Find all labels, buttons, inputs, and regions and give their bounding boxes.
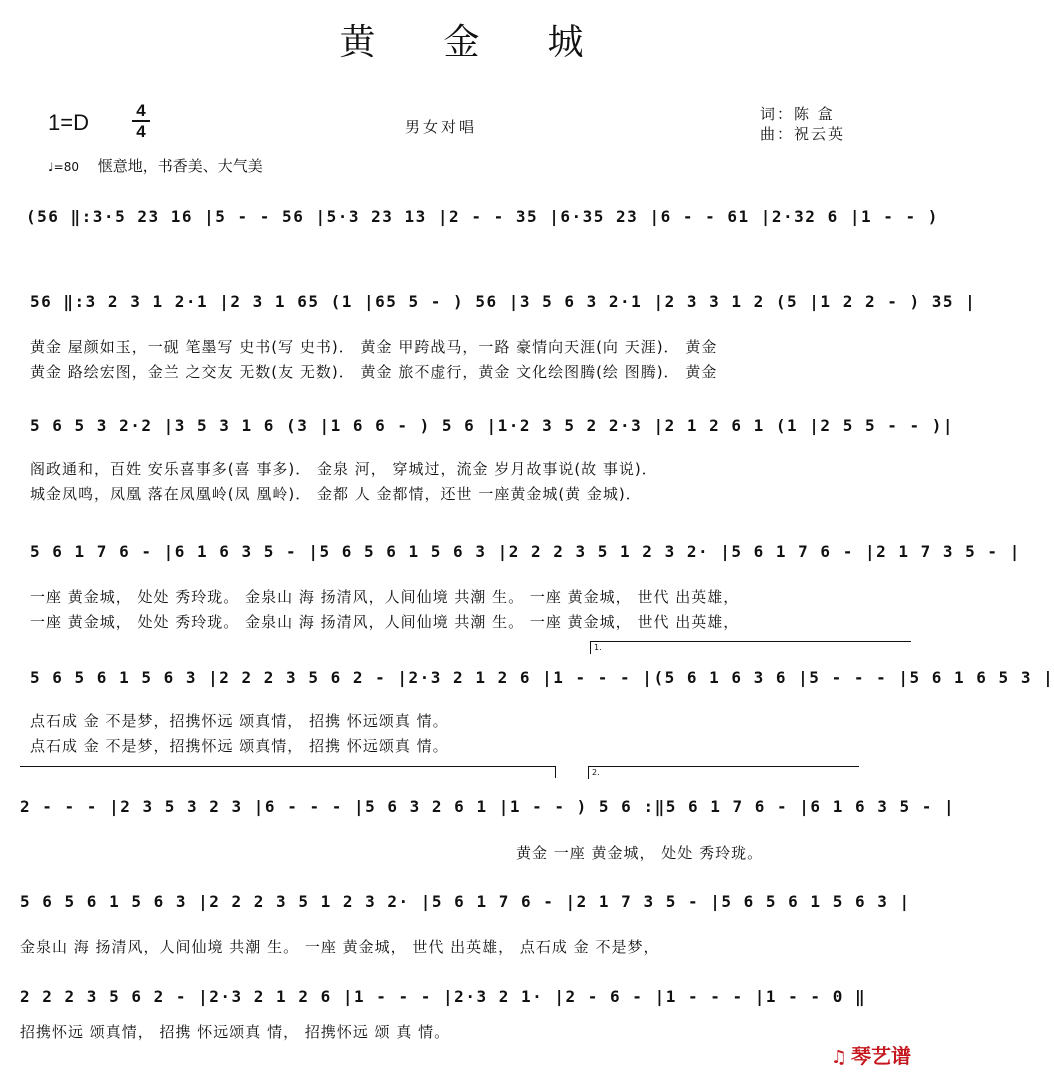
second-ending-bracket bbox=[588, 766, 859, 779]
system-2-lyrics-verse-2: 黄金 路绘宏图，金兰 之交友 无数(友 无数)． 黄金 旅不虚行，黄金 文化绘图腾(绘 图腾)． 黄金 bbox=[30, 363, 718, 381]
second-ending-label: 2. bbox=[592, 768, 600, 777]
tempo-line bbox=[48, 155, 263, 176]
system-7-lyrics: 金泉山 海 扬清风，人间仙境 共潮 生。 一座 黄金城， 世代 出英雄， 点石成 金 不是梦， bbox=[20, 938, 660, 956]
system-6-notes: 2 - - - |2 3 5 3 2 3 |6 - - - |5 6 3 2 6 1 |1 - - ) 5 6 :‖5 6 1 7 6 - |6 1 6 3 5 - | bbox=[20, 797, 956, 816]
composer: 曲：祝云英 bbox=[760, 125, 846, 143]
system-5-lyrics-verse-1: 点石成 金 不是梦，招携怀远 颂真情， 招携 怀远颂真 情。 bbox=[30, 712, 449, 730]
system-5-lyrics-verse-2: 点石成 金 不是梦，招携怀远 颂真情， 招携 怀远颂真 情。 bbox=[30, 737, 449, 755]
expression-text: 惬意地，书香美、大气美 bbox=[97, 157, 263, 175]
system-5-notes: 5 6 5 6 1 5 6 3 |2 2 2 3 5 6 2 - |2·3 2 1 2 6 |1 - - - |(5 6 1 6 3 6 |5 - - - |5 6 1 6 5 3 | bbox=[30, 668, 1054, 687]
credits bbox=[760, 104, 845, 144]
song-title: 黄金城 bbox=[339, 22, 652, 63]
system-8-lyrics: 招携怀远 颂真情， 招携 怀远颂真 情， 招携怀远 颂 真 情。 bbox=[20, 1023, 451, 1041]
first-ending-continuation bbox=[20, 766, 555, 767]
time-signature bbox=[132, 102, 150, 140]
first-ending-label: 1. bbox=[594, 643, 602, 652]
tempo-mark: ♩=80 bbox=[48, 160, 79, 174]
system-3-lyrics-verse-1: 阁政通和，百姓 安乐喜事多(喜 事多)． 金泉 河， 穿城过，流金 岁月故事说(故 事说)． bbox=[30, 460, 658, 478]
system-3-lyrics-verse-2: 城金凤鸣，凤凰 落在凤凰岭(凤 凰岭)． 金都 人 金都情，还世 一座黄金城(黄 金城)． bbox=[30, 485, 642, 503]
first-ending-end-tick bbox=[555, 766, 556, 778]
system-4-lyrics-verse-2: 一座 黄金城， 处处 秀玲珑。 金泉山 海 扬清风，人间仙境 共潮 生。 一座 黄金城， 世代 出英雄， bbox=[30, 613, 740, 631]
key-signature: 1=D bbox=[48, 110, 89, 135]
system-2-notes: 56 ‖:3 2 3 1 2·1 |2 3 1 65 (1 |65 5 - ) 56 |3 5 6 3 2·1 |2 3 3 1 2 (5 |1 2 2 - ) 35 | bbox=[30, 292, 977, 311]
system-7-notes: 5 6 5 6 1 5 6 3 |2 2 2 3 5 1 2 3 2· |5 6 1 7 6 - |2 1 7 3 5 - |5 6 5 6 1 5 6 3 | bbox=[20, 892, 911, 911]
logo-icon: ♫ bbox=[830, 1047, 847, 1068]
system-4-notes: 5 6 1 7 6 - |6 1 6 3 5 - |5 6 5 6 1 5 6 3 |2 2 2 3 5 1 2 3 2· |5 6 1 7 6 - |2 1 7 3 5 - | bbox=[30, 542, 1021, 561]
system-3-notes: 5 6 5 3 2·2 |3 5 3 1 6 (3 |1 6 6 - ) 5 6 |1·2 3 5 2 2·3 |2 1 2 6 1 (1 |2 5 5 - - )| bbox=[30, 416, 955, 435]
watermark-text: 琴艺谱 bbox=[851, 1044, 911, 1068]
performance-style: 男女对唱 bbox=[405, 118, 478, 136]
system-4-lyrics-verse-1: 一座 黄金城， 处处 秀玲珑。 金泉山 海 扬清风，人间仙境 共潮 生。 一座 黄金城， 世代 出英雄， bbox=[30, 588, 740, 606]
system-8-notes: 2 2 2 3 5 6 2 - |2·3 2 1 2 6 |1 - - - |2·3 2 1· |2 - 6 - |1 - - - |1 - - 0 ‖ bbox=[20, 987, 867, 1006]
time-signature-top: 4 bbox=[136, 101, 146, 120]
watermark-logo bbox=[831, 1040, 911, 1069]
first-ending-bracket bbox=[590, 641, 911, 654]
system-2-lyrics-verse-1: 黄金 屋颜如玉，一砚 笔墨写 史书(写 史书)． 黄金 甲跨战马，一路 豪情向天涯(向 天涯)． 黄金 bbox=[30, 338, 718, 356]
system-1-notes: (56 ‖:3·5 23 16 |5 - - 56 |5·3 23 13 |2 - - 35 |6·35 23 |6 - - 61 |2·32 6 |1 - - ) bbox=[26, 207, 939, 226]
lyricist: 词：陈 盒 bbox=[760, 105, 835, 123]
time-signature-bottom: 4 bbox=[136, 122, 146, 141]
system-6-lyrics: 黄金 一座 黄金城， 处处 秀玲珑。 bbox=[516, 844, 764, 862]
